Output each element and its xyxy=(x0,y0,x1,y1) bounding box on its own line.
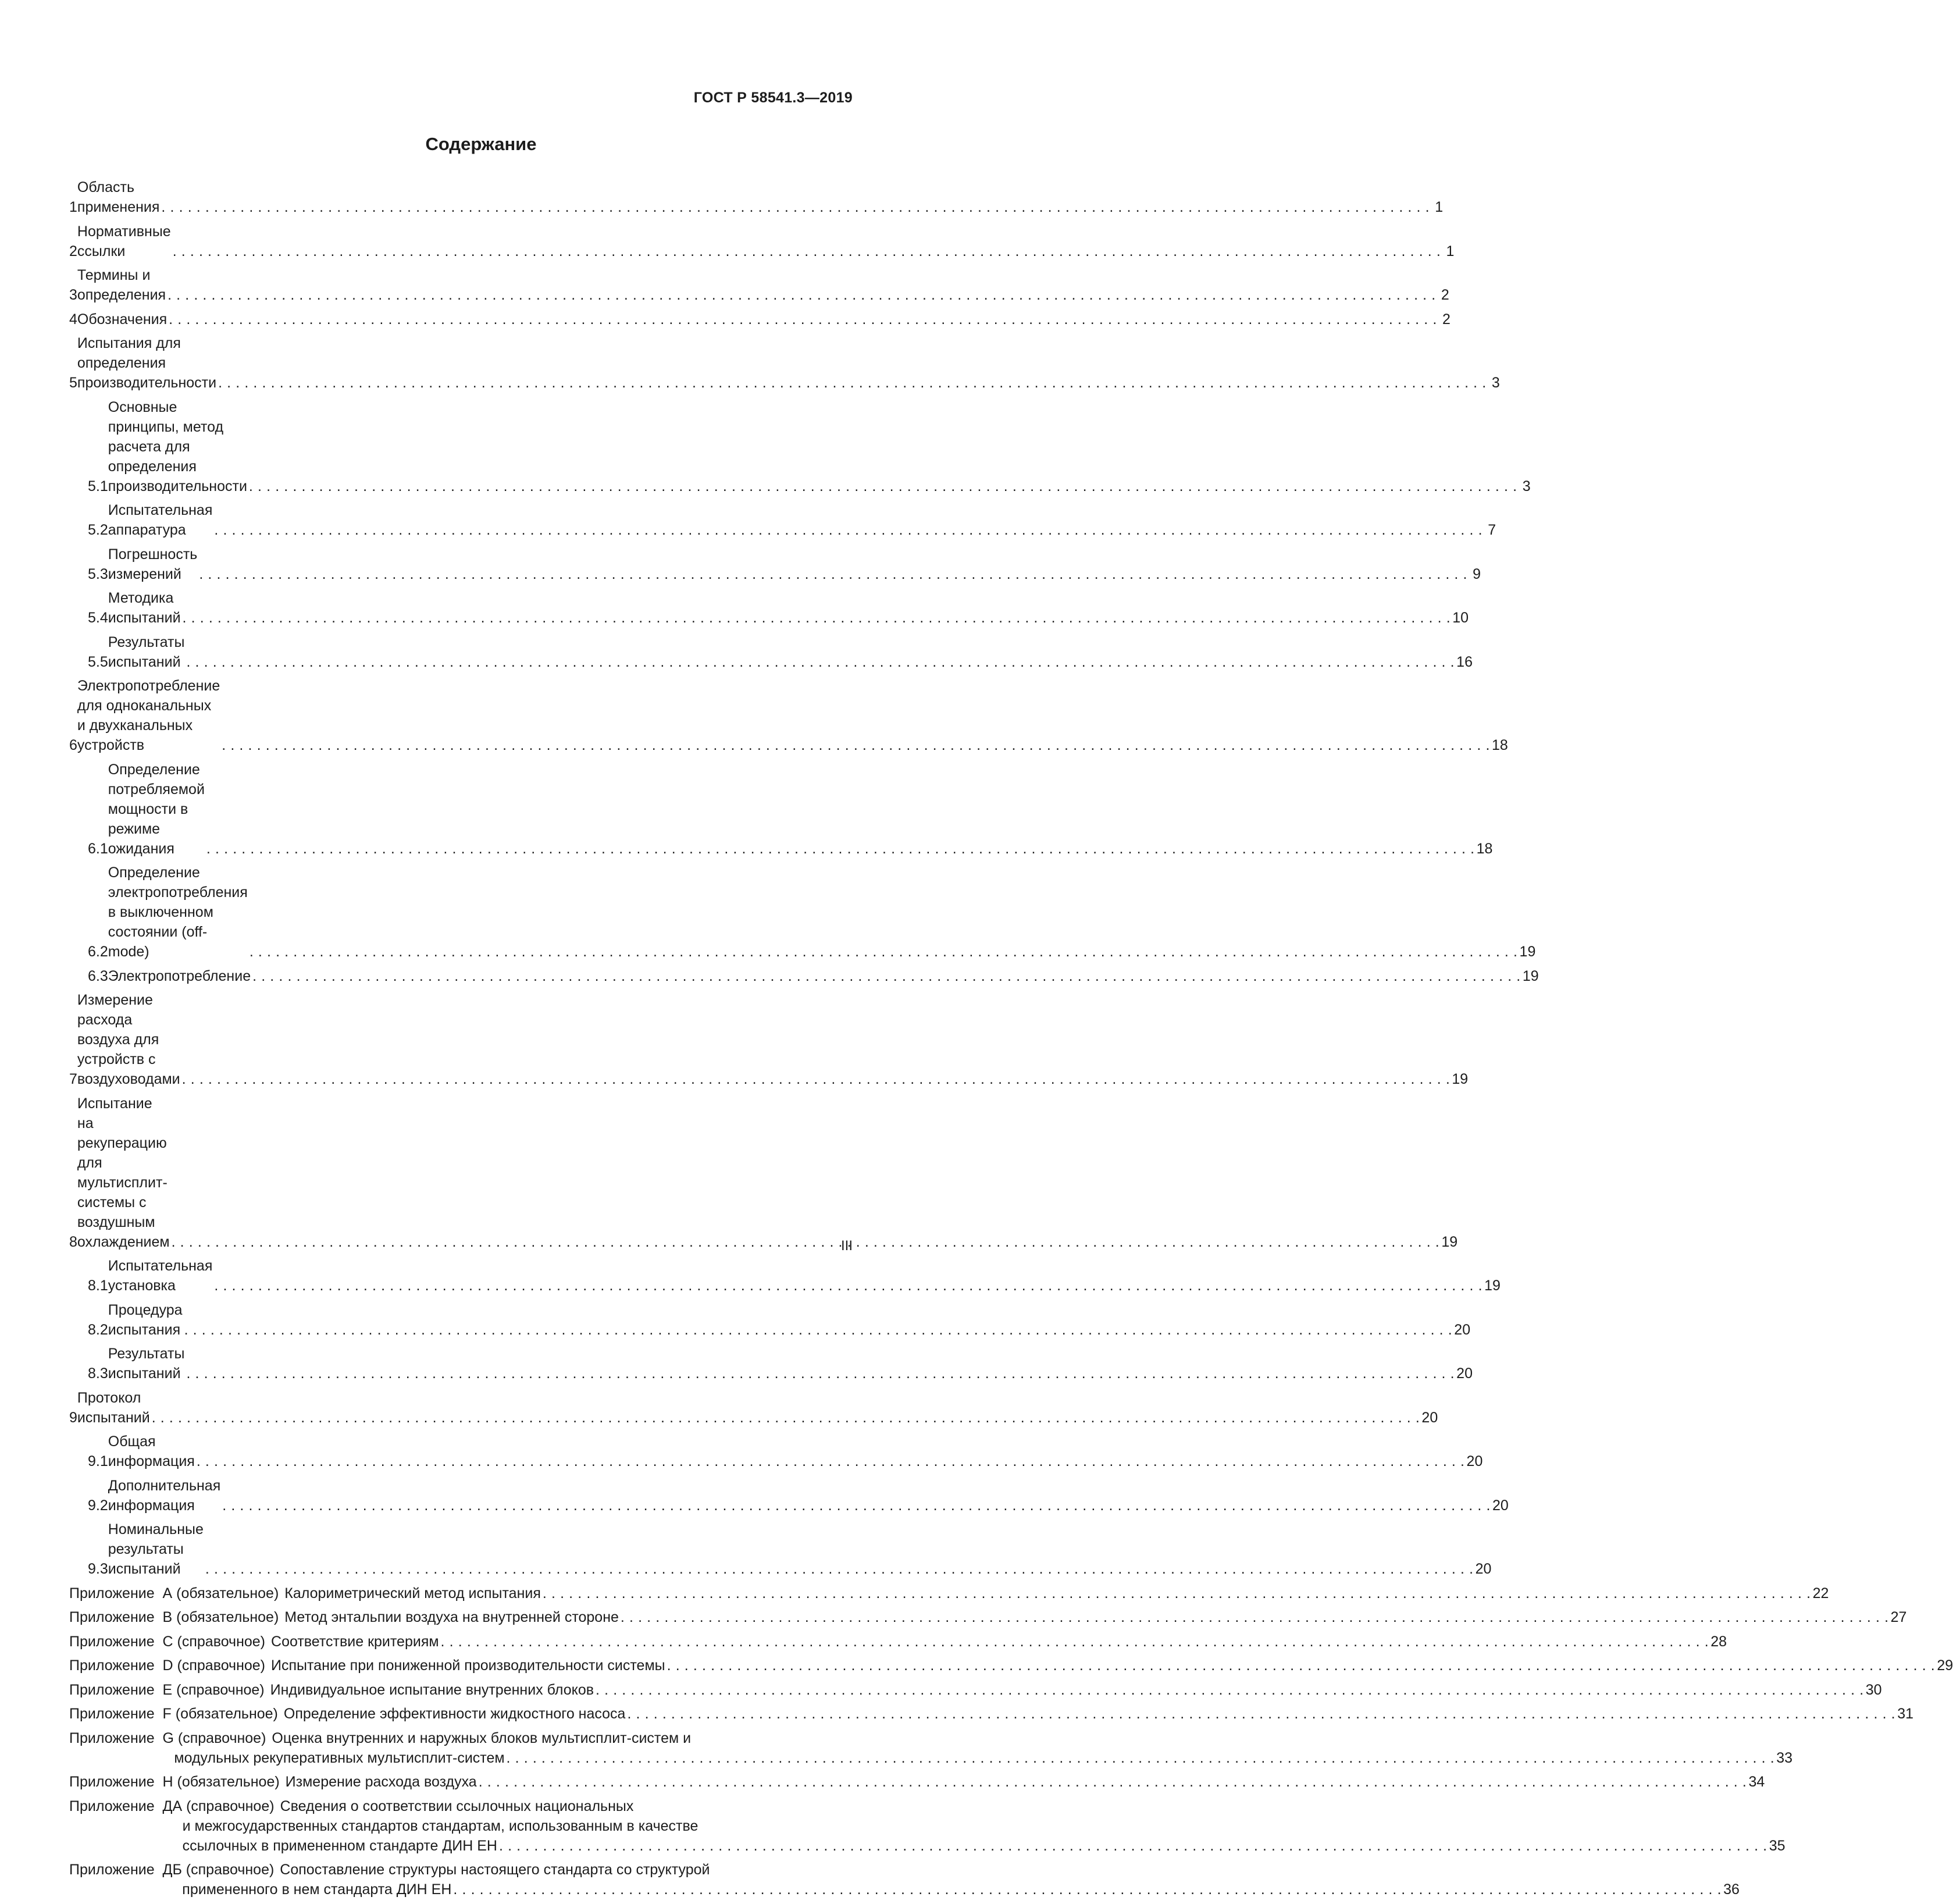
appendix-title-last-line xyxy=(284,1607,1906,1627)
appendix-title-text: примененного в нем стандарта ДИН ЕН xyxy=(182,1881,452,1898)
appendix-page: 28 xyxy=(1710,1633,1727,1650)
toc-entry-5-1[interactable] xyxy=(69,397,1531,496)
appendix-label: Приложение ДБ (справочное) xyxy=(69,1862,275,1878)
toc-entry-number: 9 xyxy=(69,1409,77,1426)
toc-entry-title: Погрешность измерений xyxy=(108,546,198,582)
toc-dot-leader xyxy=(250,942,1518,962)
toc-entry-5-3[interactable] xyxy=(69,544,1481,584)
toc-appendix-5[interactable] xyxy=(69,1704,1914,1724)
toc-title: Содержание xyxy=(425,134,537,154)
toc-dot-leader xyxy=(214,1276,1482,1296)
toc-entry-page: 20 xyxy=(1421,1409,1438,1426)
toc-entry-title: Номинальные результаты испытаний xyxy=(108,1521,204,1577)
toc-entry-page: 20 xyxy=(1475,1561,1492,1577)
toc-appendix-2[interactable] xyxy=(69,1632,1727,1652)
toc-entry-page: 19 xyxy=(1519,944,1536,960)
toc-entry-7[interactable] xyxy=(69,990,1469,1089)
appendix-page: 35 xyxy=(1769,1837,1786,1854)
toc-entry-page: 19 xyxy=(1522,967,1539,984)
toc-entry-title: Область применения xyxy=(77,179,160,215)
toc-dot-leader xyxy=(441,1632,1709,1652)
toc-entry-page: 20 xyxy=(1454,1321,1471,1338)
appendix-page: 22 xyxy=(1812,1585,1829,1602)
appendix-title-text: Испытание при пониженной производительности системы xyxy=(271,1657,665,1674)
toc-dot-leader xyxy=(182,1069,1451,1089)
toc-entry-8-1[interactable] xyxy=(69,1256,1501,1296)
appendix-page: 31 xyxy=(1897,1706,1914,1722)
toc-dot-leader xyxy=(252,966,1521,986)
appendix-title-text: Метод энтальпии воздуха на внутренней стороне xyxy=(284,1609,619,1625)
appendix-label: Приложение С (справочное) xyxy=(69,1633,266,1650)
appendix-body xyxy=(271,1656,1953,1675)
toc-entry-number: 5.5 xyxy=(88,653,108,670)
toc-entry-4[interactable] xyxy=(69,309,1451,329)
appendix-page: 33 xyxy=(1776,1749,1793,1766)
toc-appendix-7[interactable] xyxy=(69,1772,1765,1792)
appendix-body xyxy=(270,1680,1882,1700)
appendix-title-text: модульных рекуперативных мультисплит-систем xyxy=(174,1749,505,1766)
toc-entry-title: Нормативные ссылки xyxy=(77,223,171,259)
appendix-title-text: Индивидуальное испытание внутренних блоков xyxy=(270,1681,594,1698)
toc-dot-leader xyxy=(596,1680,1864,1700)
toc-dot-leader xyxy=(183,608,1451,628)
toc-entry-title: Общая информация xyxy=(108,1433,195,1469)
toc-entry-number: 5.4 xyxy=(88,610,108,626)
appendix-title-text: Калориметрический метод испытания xyxy=(284,1585,541,1602)
toc-entry-number: 7 xyxy=(69,1071,77,1087)
toc-entry-number: 6 xyxy=(69,737,77,753)
document-code: ГОСТ Р 58541.3—2019 xyxy=(693,90,853,106)
appendix-title-text: Измерение расхода воздуха xyxy=(285,1774,477,1790)
toc-entry-page: 20 xyxy=(1492,1497,1509,1514)
toc-entry-page: 16 xyxy=(1456,653,1473,670)
appendix-title-last-line xyxy=(183,1836,1786,1856)
toc-entry-5-5[interactable] xyxy=(69,632,1473,672)
toc-entry-page: 19 xyxy=(1441,1233,1458,1250)
appendix-body xyxy=(284,1704,1913,1724)
toc-entry-title: Испытание на рекуперацию для мультисплит-системы с воздушным охлаждением xyxy=(77,1095,170,1250)
toc-dot-leader xyxy=(453,1880,1722,1899)
toc-entry-number: 2 xyxy=(69,243,77,259)
toc-dot-leader xyxy=(161,197,1430,217)
toc-dot-leader xyxy=(222,735,1490,755)
appendix-label: Приложение Н (обязательное) xyxy=(69,1774,280,1790)
toc-entry-title: Основные принципы, метод расчета для определения производительности xyxy=(108,398,247,494)
appendix-title-last-line xyxy=(270,1680,1882,1700)
appendix-title-line: Сопоставление структуры настоящего стандарта со структурой xyxy=(280,1862,710,1878)
toc-dot-leader xyxy=(199,564,1467,584)
appendix-title-last-line xyxy=(271,1632,1727,1652)
toc-entry-title: Протокол испытаний xyxy=(77,1389,150,1426)
toc-dot-leader xyxy=(218,373,1487,393)
toc-appendix-1[interactable] xyxy=(69,1607,1907,1627)
toc-entry-number: 4 xyxy=(69,311,77,328)
toc-entry-title: Электропотребление для одноканальных и двухканальных устройств xyxy=(77,678,220,753)
toc-entry-1[interactable] xyxy=(69,177,1444,217)
toc-entry-9-3[interactable] xyxy=(69,1519,1492,1579)
toc-entry-5[interactable] xyxy=(69,333,1500,393)
toc-entry-title: Электропотребление xyxy=(108,967,251,984)
appendix-title-last-line xyxy=(182,1880,1740,1899)
toc-dot-leader xyxy=(197,1451,1465,1471)
appendix-page: 29 xyxy=(1937,1657,1953,1674)
toc-entry-title: Методика испытаний xyxy=(108,590,181,626)
toc-entry-6-1[interactable] xyxy=(69,760,1493,859)
appendix-title-line: Сведения о соответствии ссылочных национальных xyxy=(280,1798,634,1814)
toc-entry-9-2[interactable] xyxy=(69,1476,1509,1515)
toc-entry-title: Определение потребляемой мощности в режиме ожидания xyxy=(108,761,205,857)
toc-dot-leader xyxy=(184,1320,1453,1340)
toc-dot-leader xyxy=(205,1559,1474,1579)
appendix-body xyxy=(174,1728,1793,1768)
appendix-label: Приложение D (справочное) xyxy=(69,1657,266,1674)
toc-entry-page: 3 xyxy=(1522,478,1531,494)
toc-entry-number: 5 xyxy=(69,375,77,391)
appendix-page: 27 xyxy=(1890,1609,1907,1625)
toc-appendix-0[interactable] xyxy=(69,1583,1829,1603)
toc-appendix-9[interactable] xyxy=(69,1860,1740,1899)
appendix-body xyxy=(271,1632,1727,1652)
toc-entry-page: 2 xyxy=(1442,311,1451,328)
toc-entry-9-1[interactable] xyxy=(69,1432,1483,1471)
appendix-body xyxy=(182,1796,1786,1856)
toc-entry-title: Измерение расхода воздуха для устройств с воздуховодами xyxy=(77,992,180,1087)
toc-entry-number: 8.3 xyxy=(88,1365,108,1382)
toc-entry-page: 10 xyxy=(1452,610,1469,626)
toc-dot-leader xyxy=(479,1772,1747,1792)
toc-entry-9[interactable] xyxy=(69,1388,1438,1428)
page-number: III xyxy=(840,1238,853,1254)
appendix-title-text: ссылочных в примененном стандарте ДИН ЕН xyxy=(182,1837,497,1854)
toc-entry-6-2[interactable] xyxy=(69,863,1536,962)
toc-entry-number: 6.3 xyxy=(88,967,108,984)
toc-appendix-4[interactable] xyxy=(69,1680,1882,1700)
table-of-contents xyxy=(69,177,1953,1904)
toc-entry-title: Результаты испытаний xyxy=(108,634,185,670)
toc-entry-page: 18 xyxy=(1476,840,1493,857)
toc-dot-leader xyxy=(152,1408,1420,1428)
appendix-page: 30 xyxy=(1865,1681,1882,1698)
toc-dot-leader xyxy=(169,309,1437,329)
toc-entry-page: 9 xyxy=(1473,565,1481,582)
appendix-label: Приложение Е (справочное) xyxy=(69,1681,265,1698)
toc-entry-page: 7 xyxy=(1488,522,1496,538)
toc-entry-number: 8.1 xyxy=(88,1277,108,1294)
toc-appendix-8[interactable] xyxy=(69,1796,1786,1856)
appendix-label: Приложение В (обязательное) xyxy=(69,1609,279,1625)
toc-entry-page: 20 xyxy=(1466,1453,1483,1469)
appendix-title-line: и межгосударственных стандартов стандартам, использованным в качестве xyxy=(182,1817,698,1834)
appendix-title-last-line xyxy=(271,1656,1953,1675)
toc-entry-8[interactable] xyxy=(69,1094,1458,1252)
toc-entry-number: 1 xyxy=(69,199,77,215)
toc-entry-number: 9.1 xyxy=(88,1453,108,1469)
toc-dot-leader xyxy=(249,476,1517,496)
toc-entry-page: 19 xyxy=(1484,1277,1501,1294)
appendix-page: 34 xyxy=(1748,1774,1765,1790)
toc-entry-title: Определение электропотребления в выключенном состоянии (off-mode) xyxy=(108,864,248,960)
toc-dot-leader xyxy=(167,285,1436,305)
toc-appendix-6[interactable] xyxy=(69,1728,1793,1768)
toc-entry-page: 3 xyxy=(1491,375,1500,391)
toc-entry-title: Процедура испытания xyxy=(108,1301,183,1338)
toc-entry-5-4[interactable] xyxy=(69,588,1469,628)
toc-entry-number: 5.1 xyxy=(88,478,108,494)
toc-entry-title: Термины и определения xyxy=(77,267,166,303)
toc-dot-leader xyxy=(507,1748,1775,1768)
appendix-body xyxy=(284,1607,1906,1627)
toc-dot-leader xyxy=(499,1836,1767,1856)
toc-entry-6-3[interactable] xyxy=(69,966,1539,986)
toc-dot-leader xyxy=(186,652,1455,672)
toc-entry-page: 2 xyxy=(1441,287,1449,303)
toc-entry-number: 9.2 xyxy=(88,1497,108,1514)
toc-entry-page: 1 xyxy=(1446,243,1455,259)
appendix-body xyxy=(284,1583,1829,1603)
appendix-title-text: Определение эффективности жидкостного насоса xyxy=(283,1706,626,1722)
appendix-label: Приложение ДА (справочное) xyxy=(69,1798,275,1814)
toc-dot-leader xyxy=(172,1232,1440,1252)
toc-entry-number: 8 xyxy=(69,1233,77,1250)
toc-dot-leader xyxy=(667,1656,1936,1675)
appendix-title-last-line xyxy=(174,1748,1792,1768)
toc-entry-5-2[interactable] xyxy=(69,500,1496,540)
appendix-label: Приложение А (обязательное) xyxy=(69,1585,279,1602)
toc-entry-number: 8.2 xyxy=(88,1321,108,1338)
appendix-title-line: Оценка внутренних и наружных блоков мультисплит-систем и xyxy=(272,1729,692,1746)
toc-dot-leader xyxy=(621,1607,1889,1627)
toc-entry-6[interactable] xyxy=(69,676,1508,755)
toc-entry-8-2[interactable] xyxy=(69,1300,1471,1340)
toc-entry-page: 1 xyxy=(1435,199,1444,215)
appendix-body xyxy=(286,1772,1765,1792)
toc-entry-number: 9.3 xyxy=(88,1561,108,1577)
toc-entry-number: 3 xyxy=(69,287,77,303)
appendix-page: 36 xyxy=(1723,1881,1740,1898)
toc-entry-title: Испытательная аппаратура xyxy=(108,502,213,538)
appendix-label: Приложение G (справочное) xyxy=(69,1729,266,1746)
toc-dot-leader xyxy=(543,1583,1811,1603)
toc-entry-number: 6.1 xyxy=(88,840,108,857)
toc-entry-page: 19 xyxy=(1452,1071,1469,1087)
toc-entry-title: Дополнительная информация xyxy=(108,1477,221,1514)
toc-dot-leader xyxy=(627,1704,1895,1724)
toc-dot-leader xyxy=(214,520,1482,540)
toc-entry-number: 6.2 xyxy=(88,944,108,960)
toc-appendix-3[interactable] xyxy=(69,1656,1953,1675)
toc-entry-2[interactable] xyxy=(69,222,1455,261)
toc-entry-page: 20 xyxy=(1456,1365,1473,1382)
toc-dot-leader xyxy=(222,1496,1491,1515)
appendix-title-last-line xyxy=(284,1704,1913,1724)
toc-entry-number: 5.3 xyxy=(88,565,108,582)
toc-entry-8-3[interactable] xyxy=(69,1344,1473,1383)
toc-entry-title: Испытательная установка xyxy=(108,1258,213,1294)
toc-entry-3[interactable] xyxy=(69,265,1449,305)
appendix-title-last-line xyxy=(284,1583,1829,1603)
toc-entry-title: Испытания для определения производительности xyxy=(77,335,217,391)
toc-dot-leader xyxy=(186,1364,1455,1383)
appendix-body xyxy=(182,1860,1740,1899)
appendix-title-text: Соответствие критериям xyxy=(271,1633,439,1650)
appendix-title-last-line xyxy=(286,1772,1765,1792)
toc-entry-page: 18 xyxy=(1491,737,1508,753)
toc-dot-leader xyxy=(173,241,1441,261)
appendix-label: Приложение F (обязательное) xyxy=(69,1706,278,1722)
toc-entry-title: Результаты испытаний xyxy=(108,1346,185,1382)
toc-dot-leader xyxy=(206,839,1475,859)
toc-entry-number: 5.2 xyxy=(88,522,108,538)
toc-entry-title: Обозначения xyxy=(77,311,167,328)
